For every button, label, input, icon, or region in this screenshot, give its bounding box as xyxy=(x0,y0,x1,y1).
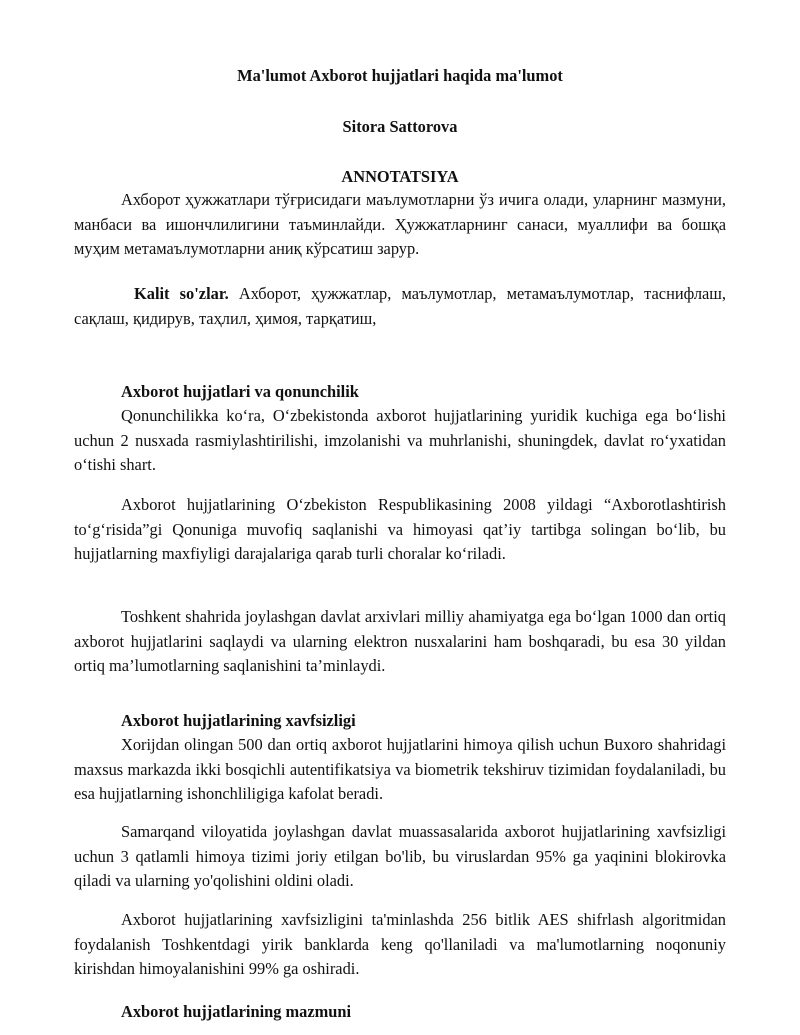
keywords-paragraph xyxy=(74,282,726,331)
keywords-label: Kalit so'zlar. xyxy=(134,284,229,303)
annotation-heading: ANNOTATSIYA xyxy=(341,167,459,186)
section-legislation-paragraph-2: Axborot hujjatlarining O‘zbekiston Respublikasining 2008 yildagi “Axborotlashtirish to‘g‘risida”gi Qonuniga muvofiq saqlanishi va himoyasi qat’iy tartibga solingan bo‘lib, bu hujjatlarning maxfiyligi darajalariga qarab turli choralar ko‘riladi. xyxy=(74,495,726,563)
section-security-paragraph-3: Axborot hujjatlarining xavfsizligini ta'minlashda 256 bitlik AES shifrlash algoritmidan foydalanish Toshkentdagi yirik banklarda keng qo'llaniladi va ma'lumotlarning noqonuniy kirishdan himoyalanishini 99% ga oshiradi. xyxy=(74,910,726,978)
section-heading-content: Axborot hujjatlarining mazmuni xyxy=(121,1002,352,1021)
section-legislation-paragraph-1: Qonunchilikka ko‘ra, O‘zbekistonda axborot hujjatlarining yuridik kuchiga ega bo‘lishi uchun 2 nusxada rasmiylashtirilishi, imzolanishi va muhrlanishi, shuningdek, davlat ro‘yxatidan o‘tishi shart. xyxy=(74,406,726,474)
section-heading-security: Axborot hujjatlarining xavfsizligi xyxy=(121,711,356,730)
section-security-paragraph-1: Xorijdan olingan 500 dan ortiq axborot hujjatlarini himoya qilish uchun Buxoro shahridagi maxsus markazda ikki bosqichli autentifikatsiya va biometrik tekshiruv tizimidan foydalaniladi, bu esa hujjatlarning ishonchliligiga kafolat beradi. xyxy=(74,735,726,803)
section-heading-legislation: Axborot hujjatlari va qonunchilik xyxy=(121,382,359,401)
document-author: Sitora Sattorova xyxy=(342,117,458,136)
section-security-paragraph-2: Samarqand viloyatida joylashgan davlat muassasalarida axborot hujjatlarining xavfsizligi uchun 3 qatlamli himoya tizimi joriy etilgan bo'lib, bu viruslardan 95% ga yaqinini blokirovka qiladi va ularning yo'qolishini oldini oladi. xyxy=(74,822,726,890)
keywords-text: Ахборот, ҳужжатлар, маълумотлар, метамаълумотлар, таснифлаш, сақлаш, қидирув, таҳлил, ҳимоя, тарқатиш, xyxy=(74,284,726,328)
annotation-text: Ахборот ҳужжатлари тўғрисидаги маълумотларни ўз ичига олади, уларнинг мазмуни, манбаси ва ишончлилигини таъминлайди. Ҳужжатларнинг санаси, муаллифи ва бошқа муҳим метамаълумотларни аниқ кўрсатиш зарур. xyxy=(74,190,726,258)
document-title: Ma'lumot Axborot hujjatlari haqida ma'lumot xyxy=(237,66,563,85)
section-legislation-paragraph-3: Toshkent shahrida joylashgan davlat arxivlari milliy ahamiyatga ega bo‘lgan 1000 dan ortiq axborot hujjatlarini saqlaydi va ularning elektron nusxalarini ham boshqaradi, bu esa 30 yildan ortiq ma’lumotlarning saqlanishini ta’minlaydi. xyxy=(74,607,726,675)
